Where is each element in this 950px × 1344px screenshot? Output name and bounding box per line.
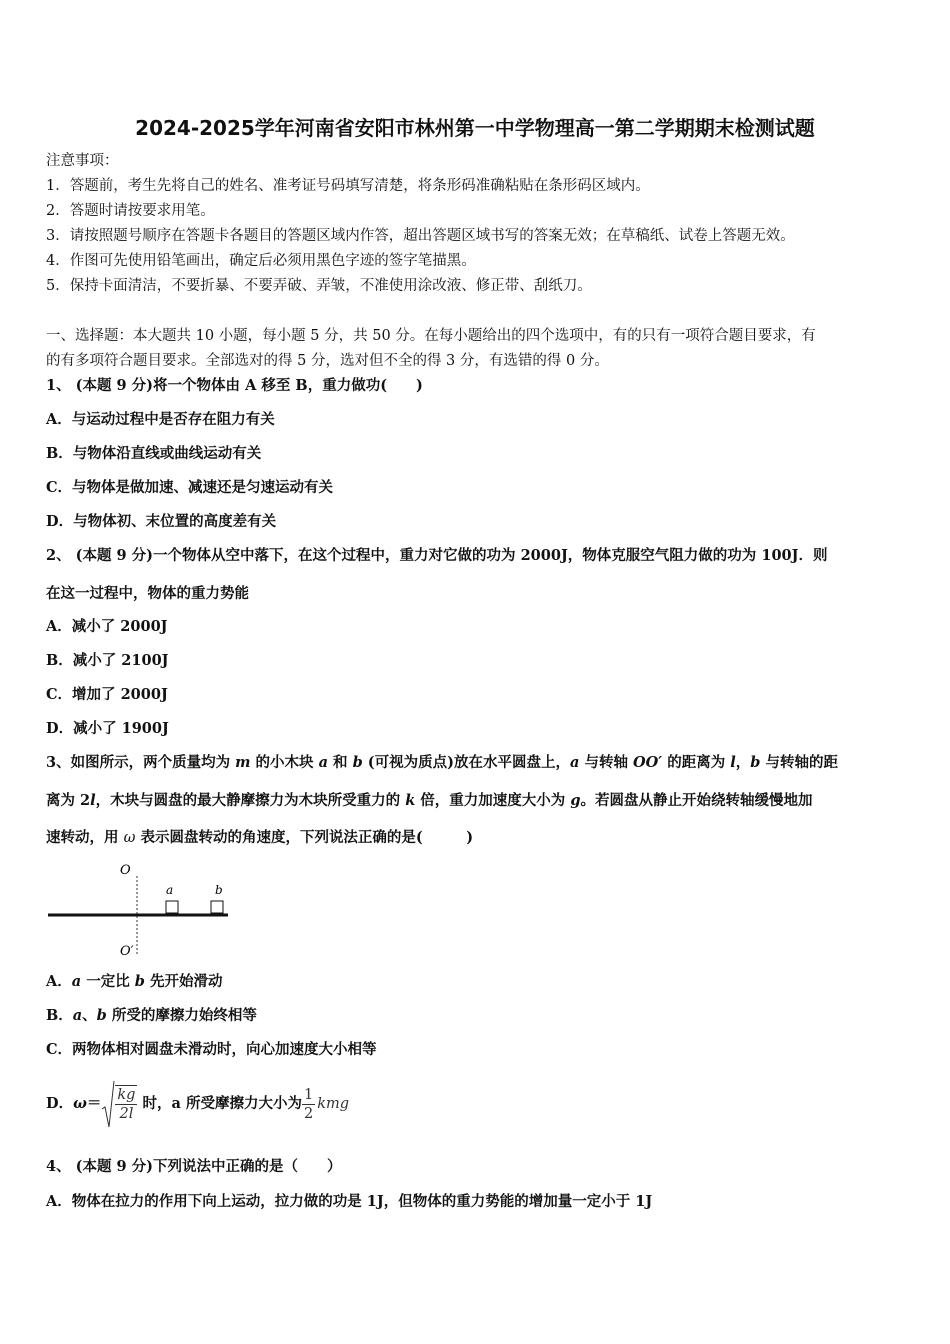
- question-4-stem: 4、 (本题 9 分)下列说法中正确的是（ ）: [46, 1158, 342, 1175]
- question-2-option-a: A．减小了 2000J: [46, 618, 168, 635]
- section-instructions: 的有多项符合题目要求。全部选对的得 5 分，选对但不全的得 3 分，有选错的得 0 分。: [46, 353, 609, 369]
- block-b-label: b: [215, 883, 223, 897]
- question-1-option-c: C．与物体是做加速、减速还是匀速运动有关: [46, 479, 334, 496]
- notice-item: 4．作图可先使用铅笔画出，确定后必须用黑色字迹的签字笔描黑。: [46, 253, 476, 269]
- question-1-stem: 1、 (本题 9 分)将一个物体由 A 移至 B，重力做功( ): [46, 377, 423, 394]
- notice-heading: 注意事项：: [46, 153, 119, 169]
- question-2-option-d: D．减小了 1900J: [46, 720, 169, 737]
- section-instructions: 一、选择题：本大题共 10 小题，每小题 5 分，共 50 分。在每小题给出的四个选项中，有的只有一项符合题目要求，有: [46, 328, 816, 344]
- notice-item: 2．答题时请按要求用笔。: [46, 203, 215, 219]
- question-3-option-c: C．两物体相对圆盘未滑动时，向心加速度大小相等: [46, 1041, 377, 1058]
- question-2-stem: 2、 (本题 9 分)一个物体从空中落下，在这个过程中，重力对它做的功为 2000J，物体克服空气阻力做的功为 100J．则: [46, 547, 828, 564]
- half-fraction: $\frac{1}{2}$: [303, 1086, 314, 1122]
- notice-item: 3．请按照题号顺序在答题卡各题目的答题区域内作答，超出答题区域书写的答案无效；在草稿纸、试卷上答题无效。: [46, 228, 795, 244]
- notice-item: 5．保持卡面清洁，不要折暴、不要弄破、弄皱，不准使用涂改液、修正带、刮纸刀。: [46, 278, 592, 294]
- notice-item: 1．答题前，考生先将自己的姓名、准考证号码填写清楚，将条形码准确粘贴在条形码区域内。: [46, 178, 650, 194]
- block-a-label: a: [166, 883, 174, 897]
- turntable-figure: [40, 858, 240, 964]
- question-1-option-a: A．与运动过程中是否存在阻力有关: [46, 411, 275, 428]
- question-1-option-b: B．与物体沿直线或曲线运动有关: [46, 445, 262, 462]
- sqrt-sign: [101, 1079, 115, 1129]
- axis-label-top: O: [120, 863, 131, 878]
- axis-label-bottom: O′: [120, 944, 134, 959]
- question-2-stem: 在这一过程中，物体的重力势能: [46, 585, 249, 602]
- question-4-option-a: A．物体在拉力的作用下向上运动，拉力做的功是 1J，但物体的重力势能的增加量一定小于 1J: [46, 1193, 653, 1210]
- question-2-option-c: C．增加了 2000J: [46, 686, 168, 703]
- block-b: [211, 901, 223, 913]
- question-3-stem: 速转动，用 ω 表示圆盘转动的角速度，下列说法正确的是( ): [46, 829, 474, 846]
- question-2-option-b: B．减小了 2100J: [46, 652, 169, 669]
- question-3-option-a: A．a 一定比 b 先开始滑动: [46, 973, 223, 990]
- question-3-option-d: D．ω＝ $\frac{kg}{2l}$ 时，a 所受摩擦力大小为 $\frac{1}{2}$ kmg: [46, 1076, 349, 1132]
- block-a: [166, 901, 178, 913]
- question-3-option-b: B．a、b 所受的摩擦力始终相等: [46, 1007, 257, 1024]
- question-3-stem: 离为 2l，木块与圆盘的最大静摩擦力为木块所受重力的 k 倍，重力加速度大小为 g。若圆盘从静止开始绕转轴缓慢地加: [46, 792, 813, 809]
- question-3-stem: 3、如图所示，两个质量均为 m 的小木块 a 和 b (可视为质点)放在水平圆盘上，a 与转轴 OO′ 的距离为 l，b 与转轴的距: [46, 754, 838, 771]
- sqrt-fraction: $\frac{kg}{2l}$: [117, 1087, 136, 1122]
- question-1-option-d: D．与物体初、末位置的高度差有关: [46, 513, 277, 530]
- page-title: 2024-2025学年河南省安阳市林州第一中学物理高一第二学期期末检测试题: [135, 116, 815, 140]
